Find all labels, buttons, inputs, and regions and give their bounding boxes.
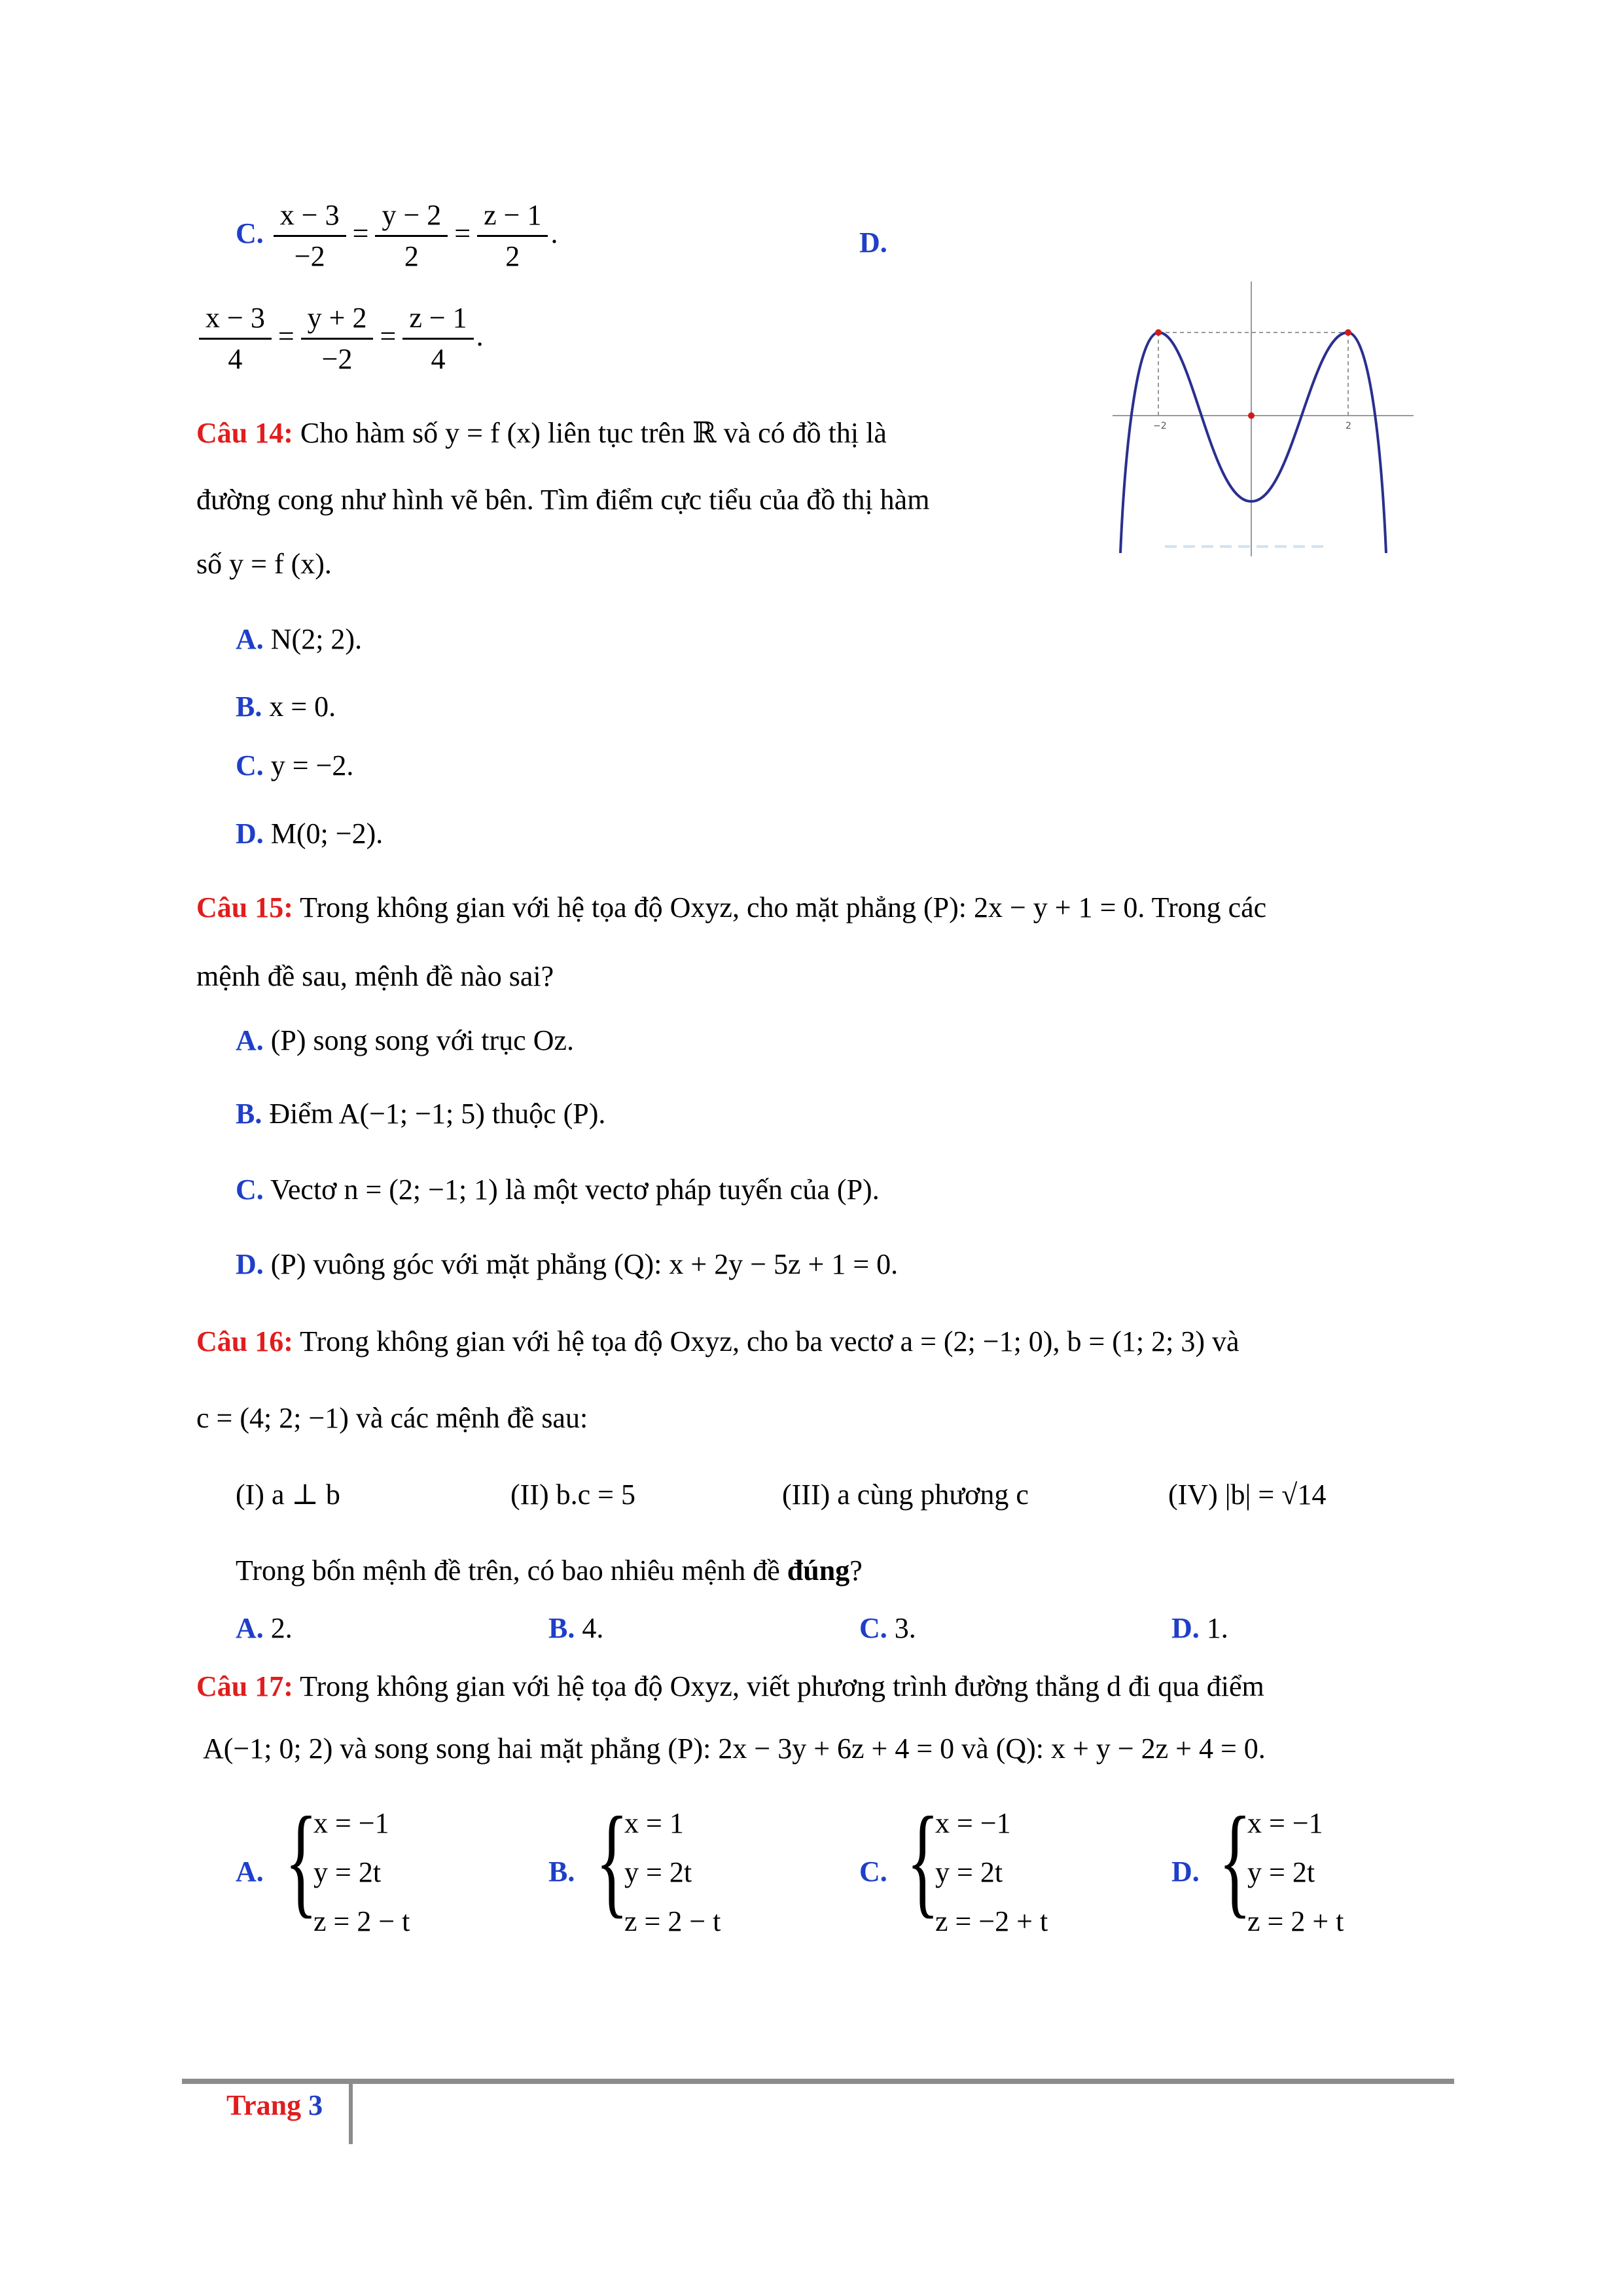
brace: {: [285, 1792, 318, 1929]
q13-option-d-expression: $\frac{x - 3}{4}$ = $\frac{y + 2}{-2}$ = $\frac{z - 1}{4}$ .: [196, 302, 484, 376]
q17-option-b-label: B.: [548, 1856, 575, 1888]
q16-statement-4: (IV) |b| = √14: [1168, 1479, 1327, 1511]
q13-option-d-label: D.: [859, 226, 887, 259]
q16-line-1: Câu 16: Trong không gian với hệ tọa độ Oxyz, cho ba vectơ a = (2; −1; 0), b = (1; 2; 3) và: [196, 1325, 1240, 1357]
q14-line-2: đường cong như hình vẽ bên. Tìm điểm cực tiểu của đồ thị hàm: [196, 484, 930, 516]
q16-statement-3: (III) a cùng phương c: [782, 1479, 1029, 1511]
q17-line-1: Câu 17: Trong không gian với hệ tọa độ Oxyz, viết phương trình đường thẳng d đi qua điểm: [196, 1670, 1264, 1702]
q15-option-b: B. Điểm A(−1; −1; 5) thuộc (P).: [236, 1098, 606, 1130]
q16-line-2: c = (4; 2; −1) và các mệnh đề sau:: [196, 1402, 588, 1434]
q17-option-c-label: C.: [859, 1856, 887, 1888]
q16-option-a: A. 2.: [236, 1612, 293, 1644]
tick-label-right: 2: [1346, 421, 1351, 431]
q17-option-c-system: { x = −1 y = 2t z = −2 + t: [906, 1792, 1048, 1937]
q15-option-c: C. Vectơ n = (2; −1; 1) là một vectơ pháp tuyến của (P).: [236, 1174, 880, 1206]
q14-option-c: C. y = −2.: [236, 749, 354, 781]
fraction: $\frac{y - 2}{2}$: [375, 200, 448, 273]
tick-label-left: −2: [1153, 421, 1167, 431]
q17-option-a-label: A.: [236, 1856, 264, 1888]
brace: {: [906, 1792, 940, 1929]
q15-line-2: mệnh đề sau, mệnh đề nào sai?: [196, 960, 554, 992]
fraction: $\frac{y + 2}{-2}$: [301, 302, 374, 376]
max-point-right: [1345, 329, 1351, 336]
fraction: $\frac{x - 3}{4}$: [199, 302, 272, 376]
q14-line-1: Câu 14: Cho hàm số y = f (x) liên tục trên ℝ và có đồ thị là: [196, 417, 887, 449]
q17-line-2: A(−1; 0; 2) và song song hai mặt phẳng (P): 2x − 3y + 6z + 4 = 0 và (Q): x + y − 2z + 4 = 0.: [203, 1732, 1266, 1765]
q17-option-d-label: D.: [1171, 1856, 1200, 1888]
q16-prompt: Trong bốn mệnh đề trên, có bao nhiêu mệnh đề đúng?: [236, 1554, 863, 1587]
max-point-left: [1155, 329, 1162, 336]
origin-point: [1248, 412, 1255, 419]
q16-option-c: C. 3.: [859, 1612, 916, 1644]
footer-rule: [182, 2079, 1454, 2084]
footer-divider: [349, 2081, 353, 2144]
q13-option-c-label: C.: [236, 217, 264, 249]
fraction: $\frac{z - 1}{2}$: [477, 200, 548, 273]
q14-line-3: số y = f (x).: [196, 548, 332, 580]
q16-option-d: D. 1.: [1171, 1612, 1228, 1644]
curve: [1120, 332, 1386, 553]
q15-label: Câu 15:: [196, 891, 293, 924]
fraction: $\frac{z - 1}{4}$: [402, 302, 473, 376]
q16-statement-1: (I) a ⊥ b: [236, 1479, 340, 1511]
footer-page-number: Trang 3: [226, 2089, 323, 2121]
q15-line-1: Câu 15: Trong không gian với hệ tọa độ Oxyz, cho mặt phẳng (P): 2x − y + 1 = 0. Trong các: [196, 891, 1267, 924]
brace: {: [1219, 1792, 1252, 1929]
q14-option-d: D. M(0; −2).: [236, 817, 383, 850]
q16-label: Câu 16:: [196, 1325, 293, 1357]
q14-option-a: A. N(2; 2).: [236, 623, 363, 655]
function-graph: [1113, 281, 1414, 556]
q16-statement-2: (II) b.c = 5: [510, 1479, 635, 1511]
brace: {: [596, 1792, 629, 1929]
q14-option-b: B. x = 0.: [236, 691, 336, 723]
q13-option-c: C. $\frac{x - 3}{-2}$ = $\frac{y - 2}{2}$ = $\frac{z - 1}{2}$ .: [236, 199, 558, 273]
q17-option-d-system: { x = −1 y = 2t z = 2 + t: [1219, 1792, 1344, 1937]
q17-option-b-system: { x = 1 y = 2t z = 2 − t: [596, 1792, 721, 1937]
fraction: $\frac{x - 3}{-2}$: [274, 200, 346, 273]
q17-option-a-system: { x = −1 y = 2t z = 2 − t: [285, 1792, 410, 1937]
q15-option-a: A. (P) song song với trục Oz.: [236, 1024, 575, 1056]
q17-label: Câu 17:: [196, 1670, 293, 1702]
q15-option-d: D. (P) vuông góc với mặt phẳng (Q): x + 2y − 5z + 1 = 0.: [236, 1248, 899, 1280]
q16-option-b: B. 4.: [548, 1612, 604, 1644]
q14-label: Câu 14:: [196, 417, 293, 449]
